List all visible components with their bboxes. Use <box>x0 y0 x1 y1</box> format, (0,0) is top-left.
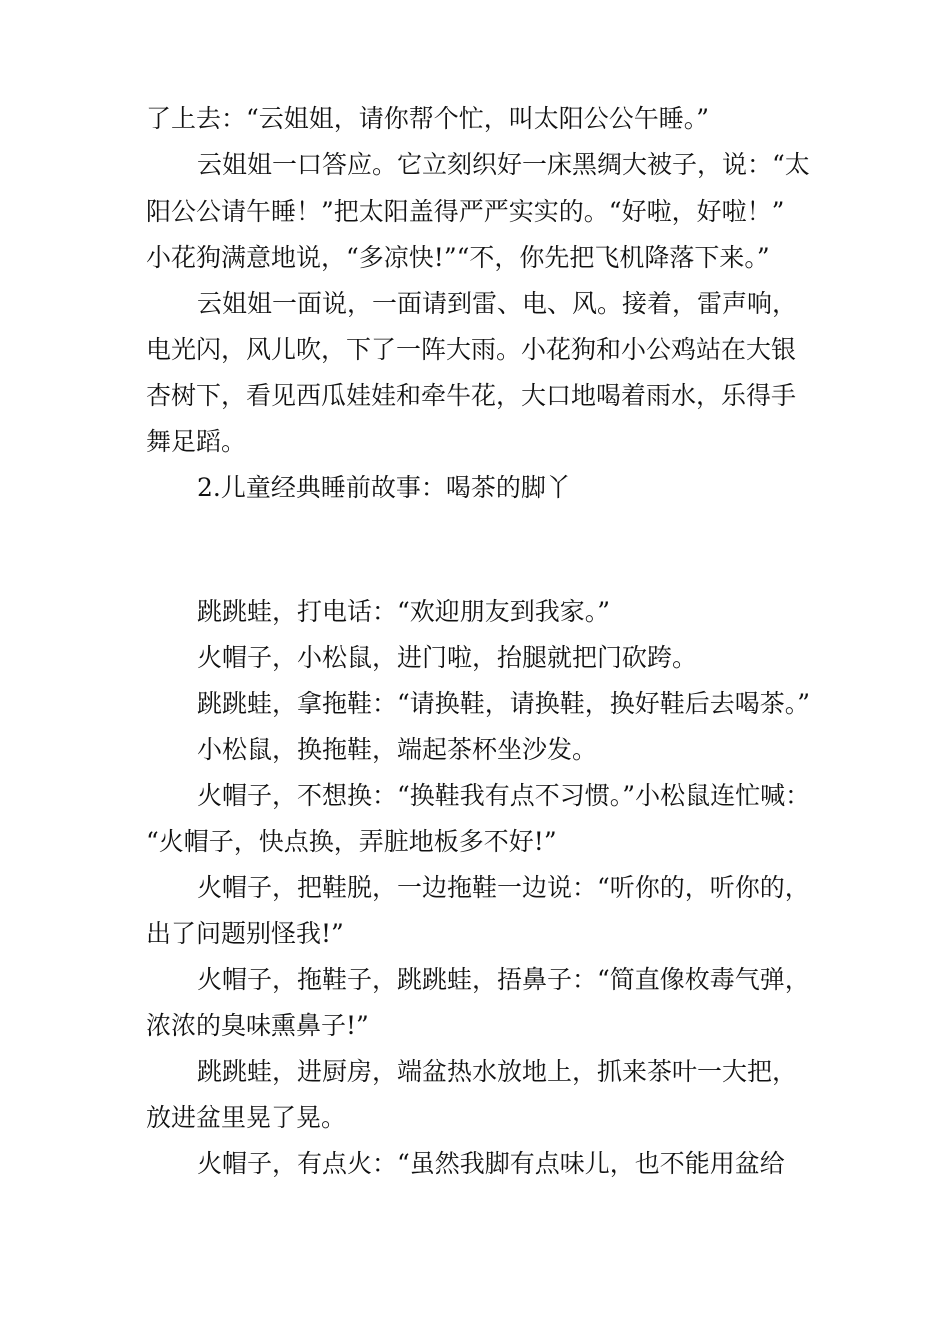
text-line: 云姐姐一口答应。它立刻织好一床黑绸大被子，说：“太 <box>197 150 810 179</box>
text-line: 阳公公请午睡！”把太阳盖得严严实实的。“好啦，好啦！” <box>146 197 785 226</box>
text-line: 火帽子，有点火：“虽然我脚有点味儿，也不能用盆给 <box>197 1149 785 1178</box>
text-line: 火帽子，小松鼠，进门啦，抬腿就把门砍跨。 <box>197 643 698 672</box>
text-line: “火帽子，快点换，弄脏地板多不好!” <box>146 827 557 856</box>
text-line: 火帽子，拖鞋子，跳跳蛙，捂鼻子：“简直像枚毒气弹， <box>197 965 810 994</box>
text-line: 2.儿童经典睡前故事：喝茶的脚丫 <box>197 473 571 502</box>
text-line: 杏树下，看见西瓜娃娃和牵牛花，大口地喝着雨水，乐得手 <box>146 381 797 410</box>
text-line: 跳跳蛙，进厨房，端盆热水放地上，抓来茶叶一大把， <box>197 1057 798 1086</box>
text-line: 舞足蹈。 <box>146 427 247 456</box>
text-line: 跳跳蛙，打电话：“欢迎朋友到我家。” <box>197 597 611 626</box>
text-line: 小花狗满意地说，“多凉快!”“不，你先把飞机降落下来。” <box>146 243 770 272</box>
text-line: 出了问题别怪我!” <box>146 919 344 948</box>
text-line: 放进盆里晃了晃。 <box>146 1103 347 1132</box>
text-line: 电光闪，风儿吹，下了一阵大雨。小花狗和小公鸡站在大银 <box>146 335 797 364</box>
text-line: 浓浓的臭味熏鼻子!” <box>146 1011 369 1040</box>
text-line: 火帽子，把鞋脱，一边拖鞋一边说：“听你的，听你的， <box>197 873 810 902</box>
text-line: 云姐姐一面说，一面请到雷、电、风。接着，雷声响， <box>197 289 798 318</box>
text-line: 了上去：“云姐姐，请你帮个忙，叫太阳公公午睡。” <box>146 104 710 133</box>
text-line: 小松鼠，换拖鞋，端起茶杯坐沙发。 <box>197 735 598 764</box>
text-line: 火帽子，不想换：“换鞋我有点不习惯。”小松鼠连忙喊： <box>197 781 811 810</box>
text-line: 跳跳蛙，拿拖鞋：“请换鞋，请换鞋，换好鞋后去喝茶。” <box>197 689 811 718</box>
